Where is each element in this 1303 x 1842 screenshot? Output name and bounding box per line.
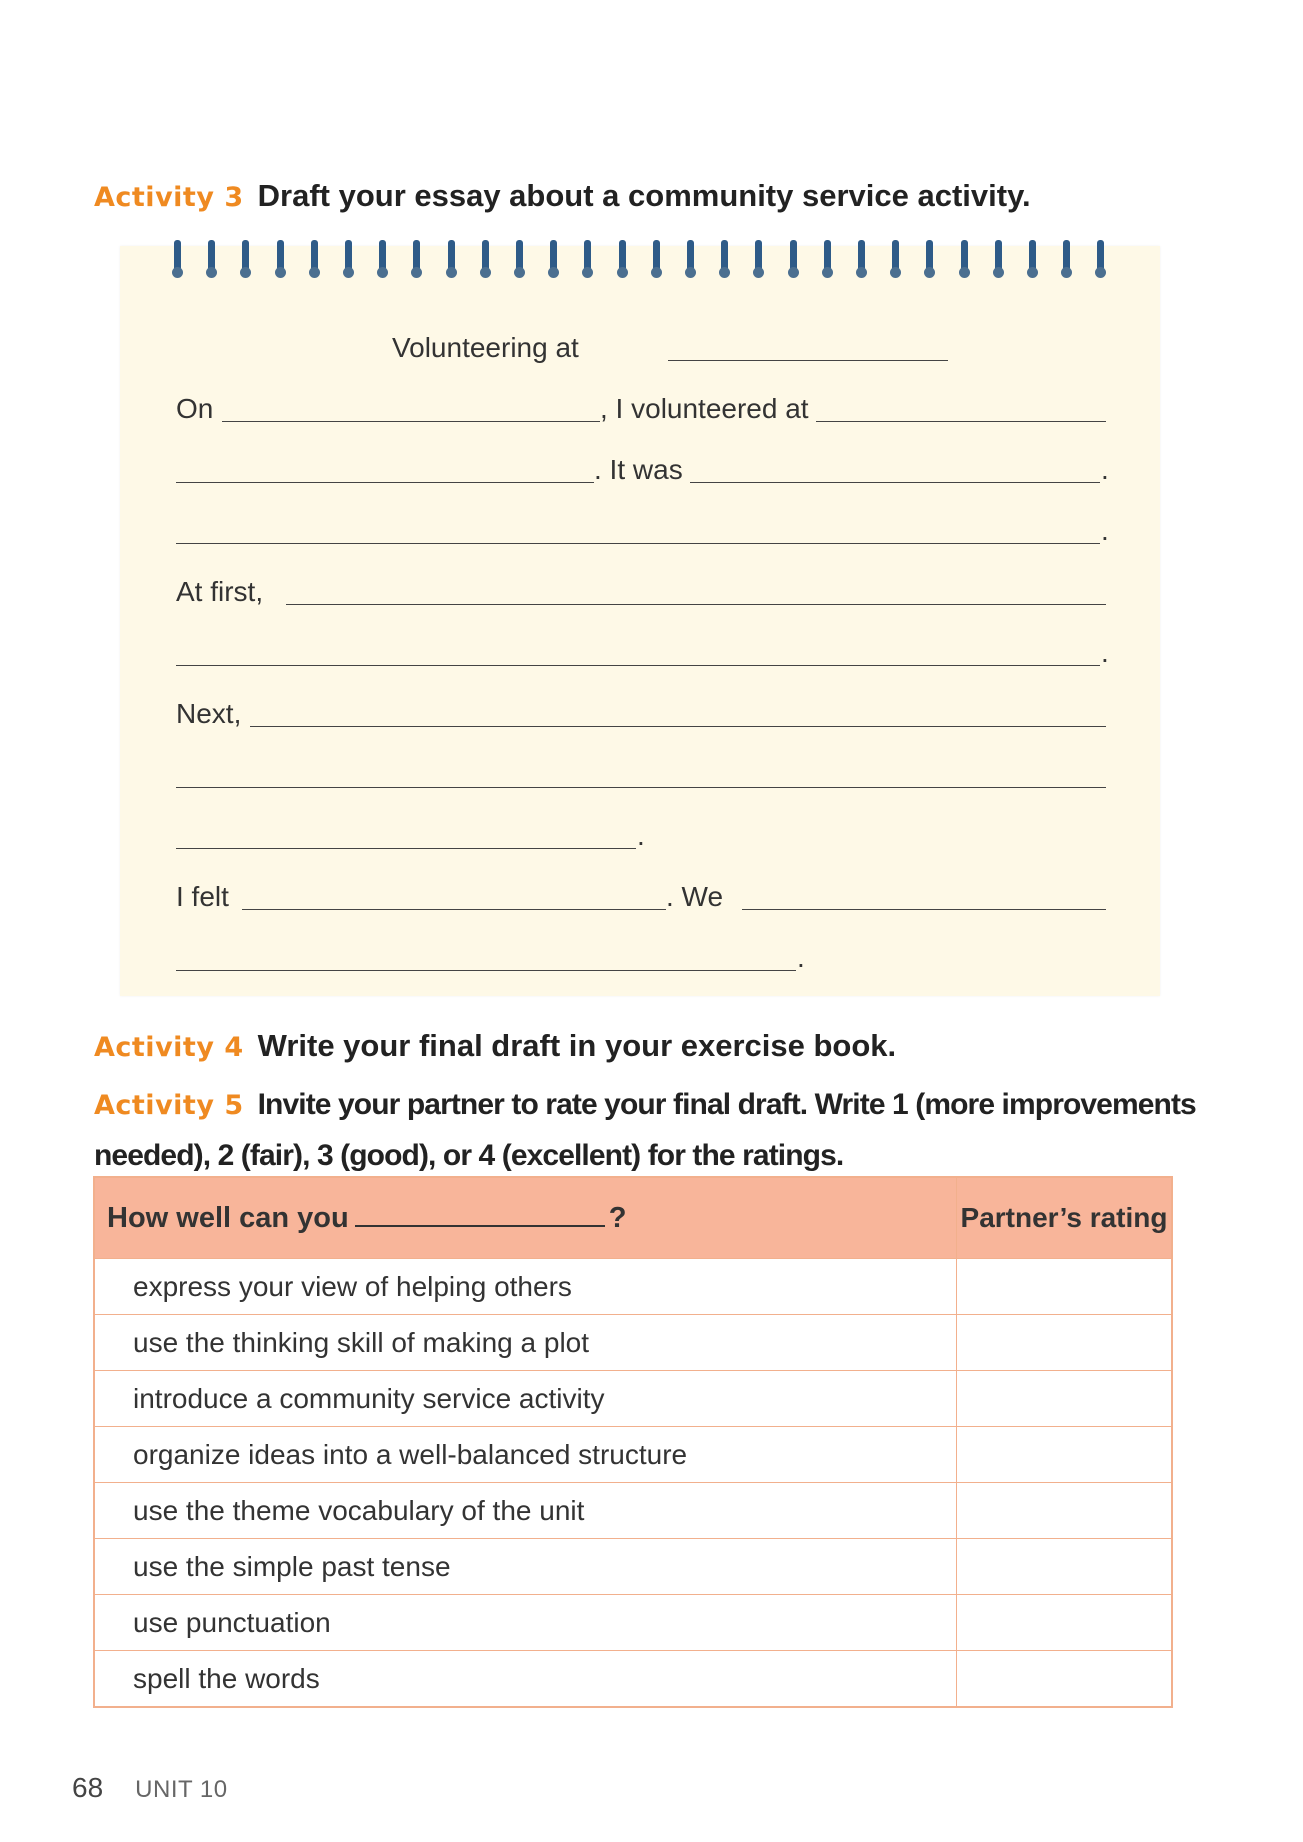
table-row: [94, 1427, 1172, 1483]
essay-line-3: [176, 513, 1109, 547]
rating-table-header: [94, 1177, 1172, 1259]
spiral-ring: [719, 240, 729, 280]
at-first-blank[interactable]: [286, 604, 1106, 605]
spiral-ring: [309, 240, 319, 280]
spiral-ring: [890, 240, 900, 280]
feeling-blank[interactable]: [242, 909, 666, 910]
spiral-ring: [411, 240, 421, 280]
essay-line-1: [176, 391, 1106, 425]
header-blank: [355, 1205, 605, 1227]
essay-on-text: On: [176, 393, 214, 424]
table-row: [94, 1595, 1172, 1651]
spiral-ring: [856, 240, 866, 280]
essay-line-9: [176, 879, 1106, 913]
we-cont-blank[interactable]: [176, 970, 796, 971]
activity-5-instruction: Invite your partner to rate your final draft. Write 1 (more improvements needed), 2 (fair), 3 (good), or 4 (excellent) for the ratings.: [94, 1088, 1196, 1172]
essay-line-10: [176, 940, 1106, 974]
table-row: [94, 1371, 1172, 1427]
spiral-ring: [582, 240, 592, 280]
header-prefix: How well can you: [107, 1201, 349, 1234]
spiral-ring: [788, 240, 798, 280]
table-row: [94, 1651, 1172, 1708]
header-question: [94, 1177, 957, 1259]
table-row: [94, 1259, 1172, 1315]
rating-cell[interactable]: [957, 1539, 1173, 1595]
place-blank[interactable]: [816, 421, 1106, 422]
next-end-blank[interactable]: [176, 848, 636, 849]
spiral-ring: [240, 240, 250, 280]
essay-line-4: [176, 574, 1106, 608]
period: .: [797, 942, 805, 973]
essay-line-title: [176, 330, 1106, 364]
activity-4-heading: [94, 1028, 896, 1064]
spiral-ring: [548, 240, 558, 280]
rating-cell[interactable]: [957, 1651, 1173, 1708]
spiral-ring: [753, 240, 763, 280]
date-blank[interactable]: [222, 421, 600, 422]
unit-label: UNIT 10: [135, 1776, 228, 1803]
essay-we-text: . We: [666, 881, 724, 912]
rating-cell[interactable]: [957, 1595, 1173, 1651]
spiral-ring: [993, 240, 1003, 280]
description-blank[interactable]: [690, 482, 1100, 483]
activity-3-label: Activity 3: [94, 182, 244, 213]
spiral-ring: [924, 240, 934, 280]
activity-4-label: Activity 4: [94, 1032, 244, 1063]
period: .: [1101, 454, 1109, 485]
skill-item: organize ideas into a well-balanced structure: [94, 1427, 957, 1483]
essay-it-was-text: . It was: [594, 454, 683, 485]
spiral-ring: [822, 240, 832, 280]
activity-5-label: Activity 5: [94, 1090, 244, 1121]
essay-notebook: [120, 246, 1160, 996]
essay-volunteered-text: , I volunteered at: [600, 393, 809, 424]
spiral-ring: [275, 240, 285, 280]
at-first-cont-blank[interactable]: [176, 665, 1100, 666]
essay-at-first-text: At first,: [176, 576, 264, 607]
activity-3-heading: [94, 178, 1031, 214]
essay-line-7: [176, 757, 1106, 791]
skill-item: introduce a community service activity: [94, 1371, 957, 1427]
rating-cell[interactable]: [957, 1371, 1173, 1427]
spiral-binding: [172, 240, 1108, 280]
partner-rating-header: Partner’s rating: [957, 1177, 1173, 1259]
spiral-ring: [1061, 240, 1071, 280]
essay-next-text: Next,: [176, 698, 242, 729]
description-cont-blank[interactable]: [176, 543, 1100, 544]
period: .: [1101, 515, 1109, 546]
spiral-ring: [172, 240, 182, 280]
spiral-ring: [377, 240, 387, 280]
next-cont-blank[interactable]: [176, 787, 1106, 788]
activity-5-heading: [94, 1082, 1214, 1184]
essay-i-felt-text: I felt: [176, 881, 229, 912]
spiral-ring: [1095, 240, 1105, 280]
spiral-ring: [206, 240, 216, 280]
essay-title-text: Volunteering at: [392, 332, 579, 363]
spiral-ring: [617, 240, 627, 280]
skill-item: express your view of helping others: [94, 1259, 957, 1315]
table-row: [94, 1483, 1172, 1539]
header-suffix: ?: [608, 1201, 627, 1234]
skill-item: use the simple past tense: [94, 1539, 957, 1595]
rating-cell[interactable]: [957, 1315, 1173, 1371]
skill-item: use punctuation: [94, 1595, 957, 1651]
activity-4-instruction: Write your final draft in your exercise book.: [257, 1028, 897, 1063]
essay-line-2: [176, 452, 1109, 486]
essay-line-6: [176, 696, 1106, 730]
spiral-ring: [651, 240, 661, 280]
page-footer: [72, 1772, 228, 1804]
spiral-ring: [343, 240, 353, 280]
rating-cell[interactable]: [957, 1427, 1173, 1483]
page-number: 68: [72, 1772, 104, 1803]
rating-cell[interactable]: [957, 1259, 1173, 1315]
spiral-ring: [685, 240, 695, 280]
spiral-ring: [446, 240, 456, 280]
table-row: [94, 1315, 1172, 1371]
spiral-ring: [480, 240, 490, 280]
essay-line-5: [176, 635, 1109, 669]
we-blank[interactable]: [742, 909, 1106, 910]
next-blank[interactable]: [250, 726, 1106, 727]
rating-cell[interactable]: [957, 1483, 1173, 1539]
skill-item: use the theme vocabulary of the unit: [94, 1483, 957, 1539]
title-blank[interactable]: [668, 360, 948, 361]
essay-line-8: [176, 818, 1106, 852]
spiral-ring: [514, 240, 524, 280]
place-cont-blank[interactable]: [176, 482, 594, 483]
period: .: [1101, 637, 1109, 668]
table-row: [94, 1539, 1172, 1595]
skill-item: use the thinking skill of making a plot: [94, 1315, 957, 1371]
activity-3-instruction: Draft your essay about a community service activity.: [257, 178, 1031, 213]
spiral-ring: [1027, 240, 1037, 280]
period: .: [637, 820, 645, 851]
rating-table: [93, 1176, 1173, 1708]
spiral-ring: [959, 240, 969, 280]
skill-item: spell the words: [94, 1651, 957, 1708]
